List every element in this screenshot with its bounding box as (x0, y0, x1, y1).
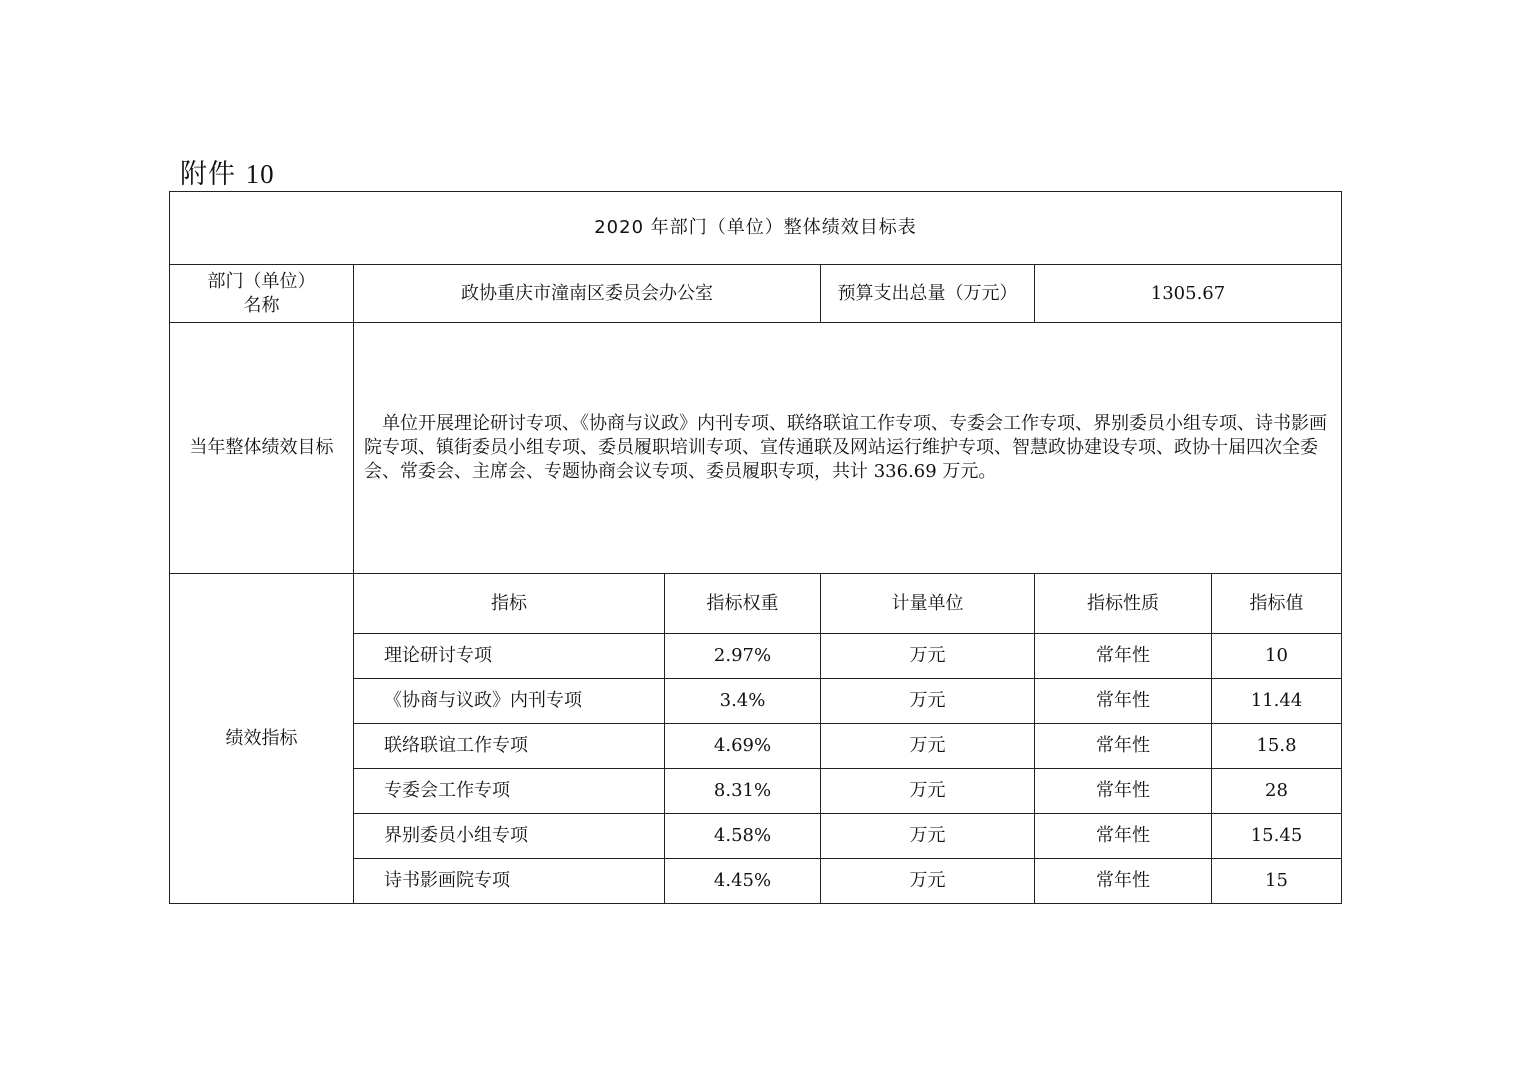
header-nature: 指标性质 (1035, 574, 1212, 634)
indicator-weight: 4.69% (665, 724, 821, 769)
header-weight: 指标权重 (665, 574, 821, 634)
indicator-value: 15 (1212, 859, 1342, 904)
indicator-name: 界别委员小组专项 (354, 814, 665, 859)
indicator-weight: 8.31% (665, 769, 821, 814)
indicator-value: 28 (1212, 769, 1342, 814)
indicator-unit: 万元 (821, 814, 1035, 859)
indicator-nature: 常年性 (1035, 769, 1212, 814)
indicator-name: 联络联谊工作专项 (354, 724, 665, 769)
header-value: 指标值 (1212, 574, 1342, 634)
indicator-nature: 常年性 (1035, 859, 1212, 904)
attachment-number: 10 (245, 159, 275, 189)
indicator-value: 10 (1212, 634, 1342, 679)
indicator-name: 诗书影画院专项 (354, 859, 665, 904)
indicator-weight: 3.4% (665, 679, 821, 724)
indicators-section-label: 绩效指标 (170, 574, 354, 904)
dept-name-label (170, 265, 354, 323)
indicator-value: 11.44 (1212, 679, 1342, 724)
annual-goal-label: 当年整体绩效目标 (170, 323, 354, 574)
indicator-value: 15.45 (1212, 814, 1342, 859)
indicator-nature: 常年性 (1035, 679, 1212, 724)
indicator-nature: 常年性 (1035, 814, 1212, 859)
indicator-weight: 4.58% (665, 814, 821, 859)
performance-goal-table (169, 191, 1342, 904)
indicator-name: 理论研讨专项 (354, 634, 665, 679)
dept-name-label-line1: 部门（单位） (207, 270, 316, 292)
indicator-weight: 4.45% (665, 859, 821, 904)
indicator-name: 专委会工作专项 (354, 769, 665, 814)
indicator-unit: 万元 (821, 724, 1035, 769)
dept-name-value: 政协重庆市潼南区委员会办公室 (354, 265, 821, 323)
attachment-prefix: 附件 (180, 159, 236, 190)
budget-label: 预算支出总量（万元） (821, 265, 1035, 323)
annual-goal-text: 单位开展理论研讨专项、《协商与议政》内刊专项、联络联谊工作专项、专委会工作专项、界别委员小组专项、诗书影画院专项、镇街委员小组专项、委员履职培训专项、宣传通联及网站运行维护专项、智慧政协建设专项、政协十届四次全委会、常委会、主席会、专题协商会议专项、委员履职专项，共计 336.69 万元。 (354, 323, 1342, 574)
indicator-nature: 常年性 (1035, 634, 1212, 679)
indicator-unit: 万元 (821, 859, 1035, 904)
attachment-label (180, 152, 275, 191)
indicator-unit: 万元 (821, 769, 1035, 814)
indicator-weight: 2.97% (665, 634, 821, 679)
indicator-unit: 万元 (821, 679, 1035, 724)
dept-name-label-line2: 名称 (243, 294, 280, 316)
indicator-name: 《协商与议政》内刊专项 (354, 679, 665, 724)
budget-value: 1305.67 (1035, 265, 1342, 323)
indicator-value: 15.8 (1212, 724, 1342, 769)
header-unit: 计量单位 (821, 574, 1035, 634)
table-title: 2020 年部门（单位）整体绩效目标表 (170, 192, 1342, 265)
indicator-unit: 万元 (821, 634, 1035, 679)
header-indicator: 指标 (354, 574, 665, 634)
indicator-nature: 常年性 (1035, 724, 1212, 769)
